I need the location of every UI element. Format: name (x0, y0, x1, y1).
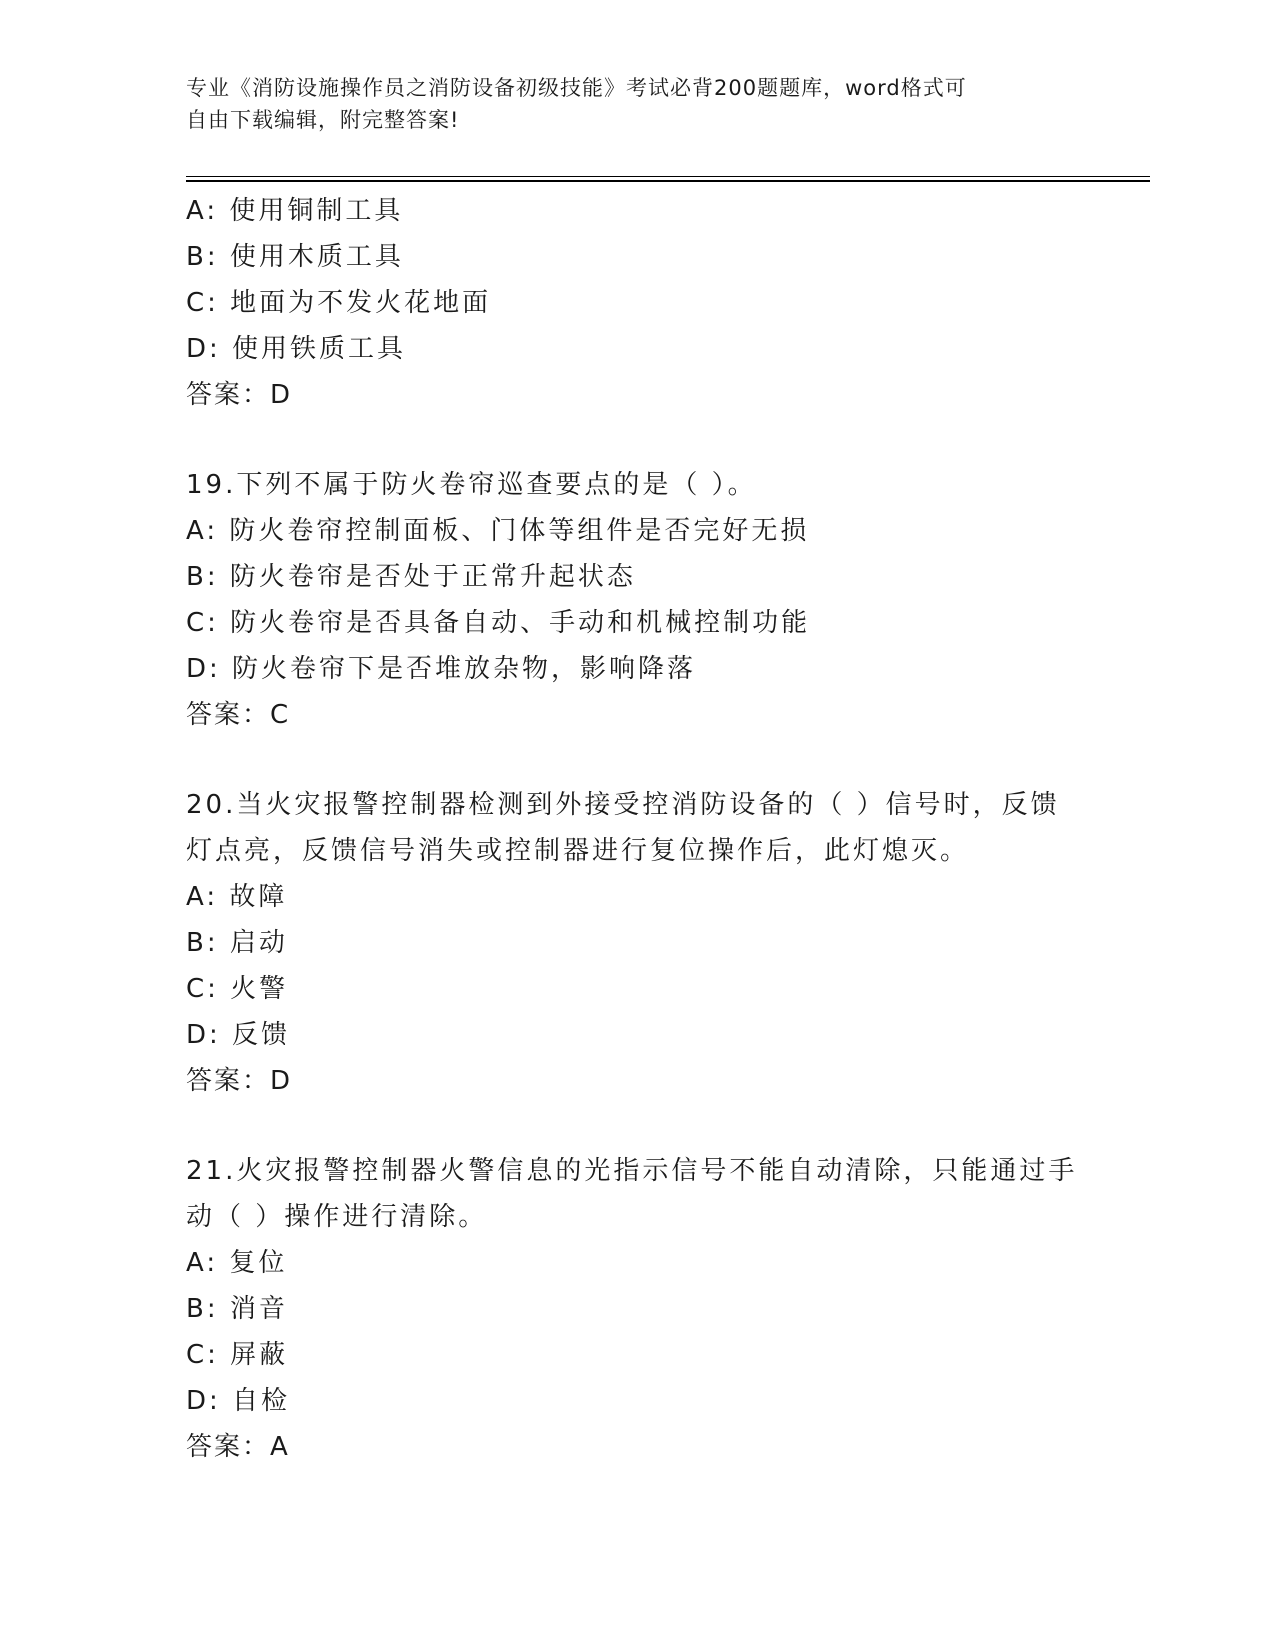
question-stem-line-1: 21.火灾报警控制器火警信息的光指示信号不能自动清除，只能通过手 (186, 1156, 1078, 1186)
question-21 (186, 1148, 1078, 1470)
header-line-2: 自由下载编辑，附完整答案! (186, 108, 460, 132)
question-stem-line-1: 20.当火灾报警控制器检测到外接受控消防设备的（ ）信号时，反馈 (186, 790, 1060, 820)
option-b: B: 启动 (186, 928, 288, 958)
option-c: C: 屏蔽 (186, 1340, 289, 1370)
option-d: D: 反馈 (186, 1020, 291, 1050)
option-d: D: 自检 (186, 1386, 291, 1416)
option-d: D: 防火卷帘下是否堆放杂物，影响降落 (186, 654, 697, 684)
option-b: B: 防火卷帘是否处于正常升起状态 (186, 562, 636, 592)
option-a: A: 使用铜制工具 (186, 196, 404, 226)
answer: 答案：A (186, 1432, 290, 1462)
option-b: B: 使用木质工具 (186, 242, 404, 272)
answer: 答案：D (186, 1066, 293, 1096)
document-header (186, 72, 1066, 136)
option-a: A: 防火卷帘控制面板、门体等组件是否完好无损 (186, 516, 810, 546)
option-c: C: 防火卷帘是否具备自动、手动和机械控制功能 (186, 608, 811, 638)
option-a: A: 复位 (186, 1248, 288, 1278)
option-a: A: 故障 (186, 882, 288, 912)
answer: 答案：D (186, 380, 293, 410)
header-divider-thick (186, 180, 1150, 182)
answer: 答案：C (186, 700, 291, 730)
option-c: C: 火警 (186, 974, 289, 1004)
question-20 (186, 782, 1066, 1104)
header-divider-thin (186, 176, 1150, 177)
question-stem-line-2: 动（ ）操作进行清除。 (186, 1202, 488, 1232)
header-line-1: 专业《消防设施操作员之消防设备初级技能》考试必背200题题库，word格式可 (186, 76, 967, 100)
option-b: B: 消音 (186, 1294, 288, 1324)
question-list (186, 188, 1078, 1470)
question-stem-line-2: 灯点亮，反馈信号消失或控制器进行复位操作后，此灯熄灭。 (186, 836, 970, 866)
question-18 (186, 188, 1066, 418)
question-stem: 19.下列不属于防火卷帘巡查要点的是（ ）。 (186, 470, 757, 500)
option-d: D: 使用铁质工具 (186, 334, 407, 364)
option-c: C: 地面为不发火花地面 (186, 288, 492, 318)
question-19 (186, 462, 1066, 738)
